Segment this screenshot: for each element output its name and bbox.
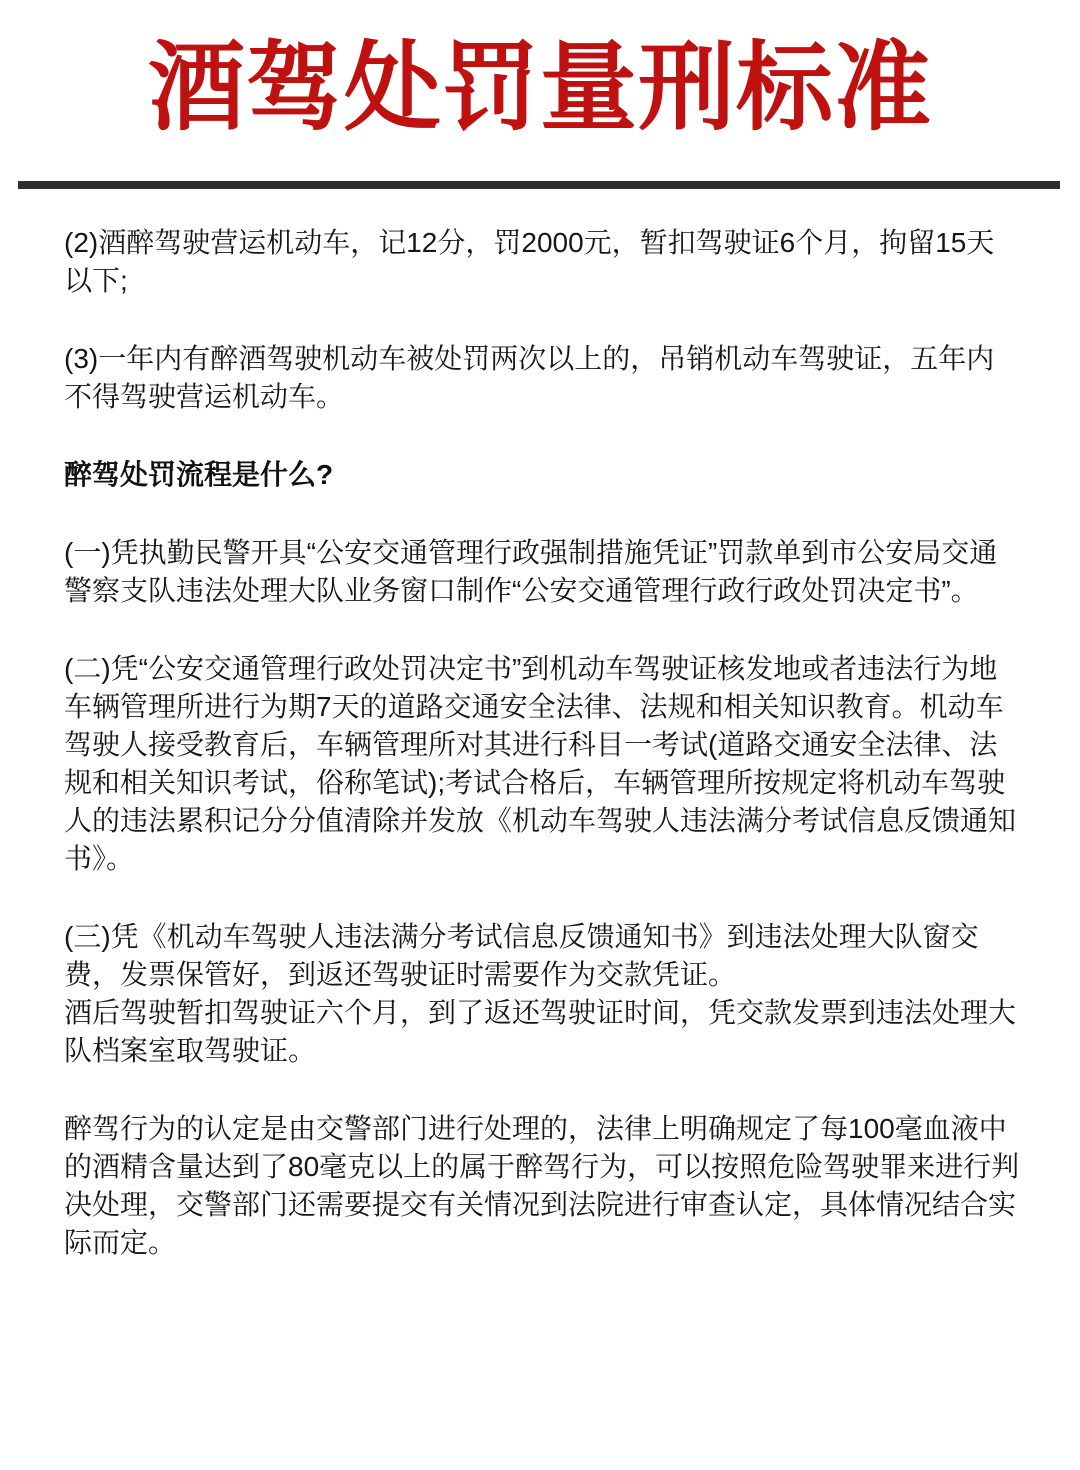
article-body [64, 224, 1022, 1262]
paragraph-operating-vehicle-penalty: (2)酒醉驾驶营运机动车，记12分，罚2000元，暂扣驾驶证6个月，拘留15天以下; [64, 227, 995, 297]
penalty-standard-poster [0, 30, 1080, 1470]
section-heading-punishment-process: 醉驾处罚流程是什么? [64, 459, 334, 491]
paragraph-license-return: 酒后驾驶暂扣驾驶证六个月，到了返还驾驶证时间，凭交款发票到违法处理大队档案室取驾驶证。 [64, 997, 1017, 1067]
paragraph-step-three: (三)凭《机动车驾驶人违法满分考试信息反馈通知书》到违法处理大队窗交费，发票保管好，到返还驾驶证时需要作为交款凭证。 [64, 921, 979, 991]
title-divider [18, 181, 1060, 189]
paragraph-step-one: (一)凭执勤民警开具“公安交通管理行政强制措施凭证”罚款单到市公安局交通警察支队违法处理大队业务窗口制作“公安交通管理行政行政处罚决定书”。 [64, 537, 998, 607]
paragraph-step-two: (二)凭“公安交通管理行政处罚决定书”到机动车驾驶证核发地或者违法行为地车辆管理所进行为期7天的道路交通安全法律、法规和相关知识教育。机动车驾驶人接受教育后，车辆管理所对其进行科目一考试(道路交通安全法律、法规和相关知识考试，俗称笔试);考试合格后，车辆管理所按规定将机动车驾驶人的违法累积记分分值清除并发放《机动车驾驶人违法满分考试信息反馈通知书》。 [64, 653, 1017, 875]
paragraph-repeat-offense-penalty: (3)一年内有醉酒驾驶机动车被处罚两次以上的，吊销机动车驾驶证，五年内不得驾驶营运机动车。 [64, 343, 995, 413]
paragraph-legal-determination: 醉驾行为的认定是由交警部门进行处理的，法律上明确规定了每100毫血液中的酒精含量达到了80毫克以上的属于醉驾行为，可以按照危险驾驶罪来进行判决处理，交警部门还需要提交有关情况到法院进行审查认定，具体情况结合实际而定。 [64, 1113, 1020, 1259]
page-title: 酒驾处罚量刑标准 [148, 33, 932, 142]
